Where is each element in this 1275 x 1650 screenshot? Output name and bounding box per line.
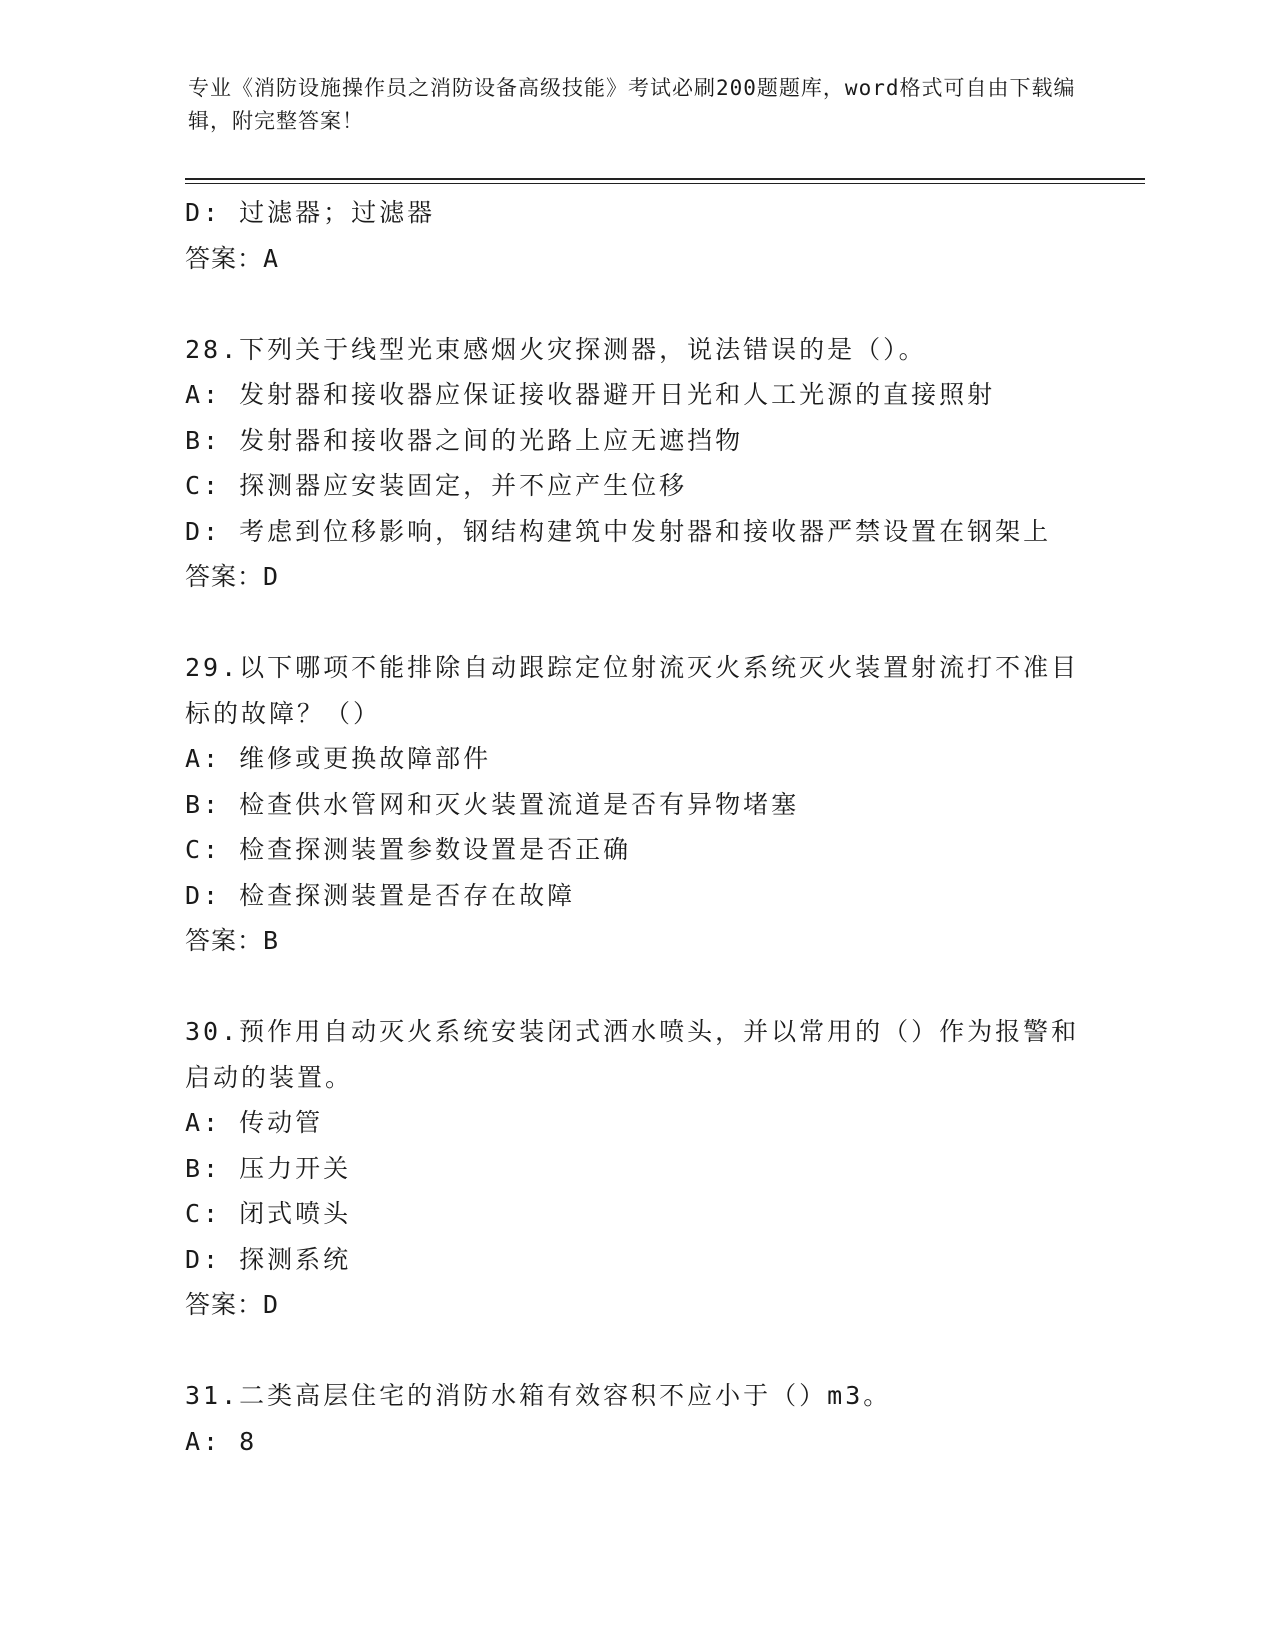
option-c: C: 检查探测装置参数设置是否正确 <box>185 835 632 864</box>
answer: 答案：A <box>185 243 280 273</box>
option-a: A: 发射器和接收器应保证接收器避开日光和人工光源的直接照射 <box>185 380 996 409</box>
question-29 <box>185 645 1085 964</box>
question-30 <box>185 1009 1085 1328</box>
option-b: B: 压力开关 <box>185 1153 352 1183</box>
option-a: A: 维修或更换故障部件 <box>185 744 492 773</box>
question-31 <box>185 1373 1085 1464</box>
question-list <box>185 190 1085 1464</box>
option-d: D: 考虑到位移影响，钢结构建筑中发射器和接收器严禁设置在钢架上 <box>185 516 1052 546</box>
option-c: C: 闭式喷头 <box>185 1199 352 1228</box>
question-28 <box>185 327 1085 600</box>
header-rule-thin <box>185 183 1145 184</box>
question-stem: 28.下列关于线型光束感烟火灾探测器，说法错误的是（）。 <box>185 334 927 364</box>
question-stem: 29.以下哪项不能排除自动跟踪定位射流灭火系统灭火装置射流打不准目标的故障？（） <box>185 653 1080 728</box>
header-rule-thick <box>185 178 1145 180</box>
question-stem: 31.二类高层住宅的消防水箱有效容积不应小于（）m3。 <box>185 1381 892 1410</box>
option-b: B: 发射器和接收器之间的光路上应无遮挡物 <box>185 425 744 455</box>
option-b: B: 检查供水管网和灭火装置流道是否有异物堵塞 <box>185 789 800 819</box>
option-d: D: 探测系统 <box>185 1244 352 1274</box>
option-c: C: 探测器应安装固定，并不应产生位移 <box>185 471 688 500</box>
answer: 答案：B <box>185 926 280 955</box>
option-d: D: 过滤器；过滤器 <box>185 198 436 227</box>
page-header: 专业《消防设施操作员之消防设备高级技能》考试必刷200题题库，word格式可自由下载编辑，附完整答案！ <box>188 76 1076 133</box>
answer: 答案：D <box>185 562 280 591</box>
option-a: A: 传动管 <box>185 1108 324 1137</box>
question-stem: 30.预作用自动灭火系统安装闭式洒水喷头，并以常用的（）作为报警和启动的装置。 <box>185 1017 1080 1092</box>
option-d: D: 检查探测装置是否存在故障 <box>185 880 576 910</box>
answer: 答案：D <box>185 1290 280 1319</box>
option-a: A: 8 <box>185 1426 258 1456</box>
